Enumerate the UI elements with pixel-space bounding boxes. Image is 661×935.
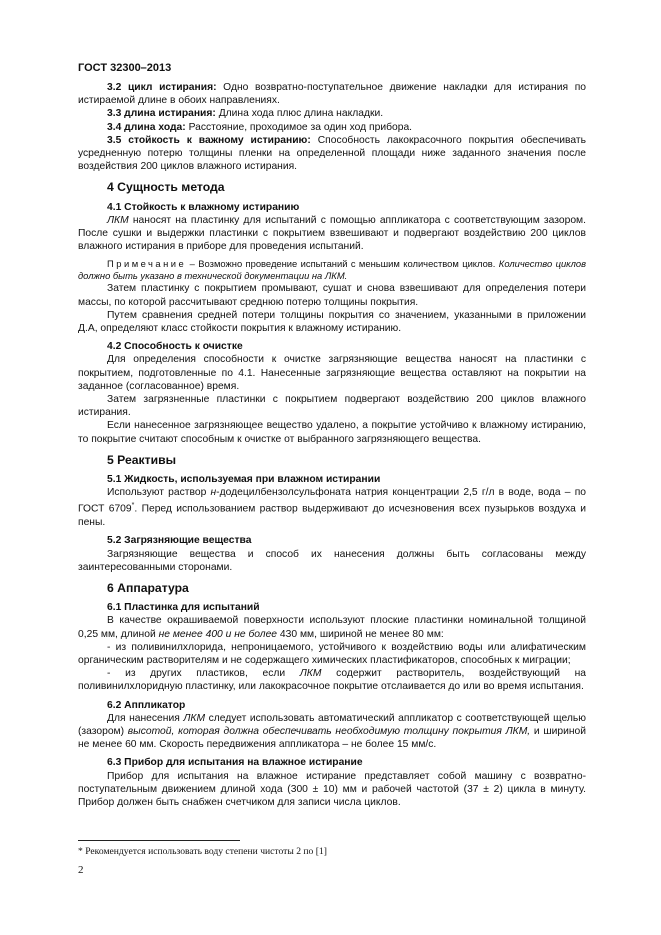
definition-3-5 bbox=[78, 134, 586, 174]
note-text: – Возможно проведение испытаний с меньшим количеством циклов. bbox=[186, 258, 499, 270]
italic-text: не менее 400 и не более bbox=[158, 628, 278, 640]
subsection-6-1-heading: 6.1 Пластинка для испытаний bbox=[107, 602, 260, 614]
definition-3-4 bbox=[78, 121, 586, 134]
definition-3-3 bbox=[78, 107, 586, 120]
paragraph bbox=[78, 614, 586, 640]
paragraph: Загрязняющие вещества и способ их нанесения должны быть согласованы между заинтересованными сторонами. bbox=[78, 548, 586, 573]
paragraph bbox=[78, 214, 586, 254]
paragraph bbox=[78, 712, 586, 752]
definition-text: Длина хода плюс длина накладки. bbox=[215, 108, 384, 120]
paragraph: Если нанесенное загрязняющее вещество удалено, а покрытие устойчиво к влажному истиранию, то покрытие считают способным к очистке от выбранного загрязняющего вещества. bbox=[78, 420, 586, 445]
term: 3.2 цикл истирания: bbox=[107, 82, 217, 93]
note-italic-text: Количество циклов должно быть указано в технической документации на ЛКМ. bbox=[78, 258, 586, 282]
term: 3.5 стойкость к важному истиранию: bbox=[107, 134, 311, 146]
footnote-divider bbox=[78, 840, 240, 841]
paragraph: Прибор для испытания на влажное истирание представляет собой машину с возвратно-поступательным движением длиной хода (300 ± 10) мм и рабочей частотой (37 ± 2) цикла в минуту. Прибор должен быть снабжен счетчиком для записи числа циклов. bbox=[78, 770, 586, 808]
paragraph-text: В качестве окрашиваемой поверхности используют плоские пластинки номинальной толщиной 0,25 мм, длиной bbox=[78, 615, 586, 640]
paragraph-text: содержит растворитель, воздействующий на поливинилхлоридную пластинку, или лакокрасочное покрытие отслаивается до или во время испытания. bbox=[78, 668, 587, 693]
italic-text: ЛКМ bbox=[107, 214, 129, 226]
note bbox=[78, 258, 586, 282]
paragraph-text: Используют раствор bbox=[107, 487, 211, 499]
paragraph-text: -додецилбензолсульфоната натрия концентрации 2,5 г/л в воде, вода – по ГОСТ 6709 bbox=[78, 487, 587, 515]
section-6-heading: 6 Аппаратура bbox=[107, 580, 189, 595]
subsection-5-1-heading: 5.1 Жидкость, используемая при влажном истирании bbox=[107, 474, 381, 486]
subsection-6-3-heading: 6.3 Прибор для испытания на влажное истирание bbox=[107, 757, 363, 769]
subsection-5-2-heading: 5.2 Загрязняющие вещества bbox=[107, 535, 252, 547]
paragraph-text: - из других пластиков, если bbox=[107, 668, 300, 680]
section-4-heading: 4 Сущность метода bbox=[107, 180, 225, 195]
paragraph: Затем загрязненные пластинки с покрытием подвергают воздействию 200 циклов влажного истирания. bbox=[78, 394, 586, 419]
definition-3-2 bbox=[78, 81, 586, 107]
term: 3.3 длина истирания: bbox=[107, 108, 216, 120]
paragraph-text: наносят на пластинку для испытаний с помощью аппликатора с соответствующим зазором. После сушки и выдержки пластинки с покрытием взвешивают и подвергают воздействию 200 циклов влажного истирания в приборе для проведения испытаний. bbox=[78, 214, 586, 253]
paragraph-text: следует использовать автоматический аппликатор с соответствующей щелью (зазором) bbox=[78, 712, 586, 737]
paragraph: Путем сравнения средней потери толщины покрытия со значением, указанными в приложении Д.А, определяют класс стойкости покрытия к влажному истиранию. bbox=[78, 309, 586, 335]
list-item bbox=[78, 667, 586, 693]
definition-text: Способность лакокрасочного покрытия обеспечивать усредненную потерю толщины пленки на определенной площади ниже заданного значения после воздействия 200 циклов влажного истирания. bbox=[78, 134, 586, 173]
subsection-4-2-heading: 4.2 Способность к очистке bbox=[107, 341, 243, 353]
paragraph-text: Для нанесения bbox=[107, 712, 184, 724]
paragraph-text: и шириной не менее 60 мм. Скорость передвижения аппликатора – не более 15 мм/с. bbox=[78, 725, 586, 751]
definition-text: Расстояние, проходимое за один ход прибора. bbox=[185, 121, 413, 133]
paragraph bbox=[78, 486, 586, 529]
subsection-4-1-heading: 4.1 Стойкость к влажному истиранию bbox=[107, 201, 300, 213]
list-item: - из поливинилхлорида, непроницаемого, устойчивого к воздействию воды или алифатическим органическим растворителям и не содержащего химических пластификаторов, способных к миграции; bbox=[78, 641, 586, 666]
paragraph: Затем пластинку с покрытием промывают, сушат и снова взвешивают для определения потери массы, по которой рассчитывают среднюю потерю толщины покрытия. bbox=[78, 283, 586, 308]
italic-text: н bbox=[210, 487, 217, 499]
section-5-heading: 5 Реактивы bbox=[107, 452, 177, 467]
footnote: * Рекомендуется использовать воду степени чистоты 2 по [1] bbox=[78, 846, 327, 857]
paragraph-text: 430 мм, шириной не менее 80 мм: bbox=[277, 628, 444, 640]
italic-text: ЛКМ bbox=[183, 712, 206, 724]
italic-text: ЛКМ bbox=[299, 668, 322, 680]
subsection-6-2-heading: 6.2 Аппликатор bbox=[107, 699, 186, 711]
document-header: ГОСТ 32300–2013 bbox=[78, 62, 172, 74]
document-body bbox=[78, 81, 586, 809]
paragraph-text: . Перед использованием раствор выдерживают до исчезновения всех пузырьков воздуха и пены. bbox=[78, 503, 586, 529]
page-number: 2 bbox=[78, 864, 84, 876]
footnote-marker: * bbox=[131, 502, 135, 510]
italic-text: высотой, которая должна обеспечивать необходимую толщину покрытия ЛКМ, bbox=[127, 725, 531, 737]
note-label: Примечание bbox=[107, 258, 187, 270]
term: 3.4 длина хода: bbox=[107, 121, 186, 133]
paragraph: Для определения способности к очистке загрязняющие вещества наносят на пластинки с покрытием, подготовленные по 4.1. Нанесенные загрязняющие вещества оставляют на покрытии на заданное (согласованное) время. bbox=[78, 354, 586, 392]
definition-text: Одно возвратно-поступательное движение накладки для истирания по истираемой длине в обоих направлениях. bbox=[78, 82, 586, 107]
